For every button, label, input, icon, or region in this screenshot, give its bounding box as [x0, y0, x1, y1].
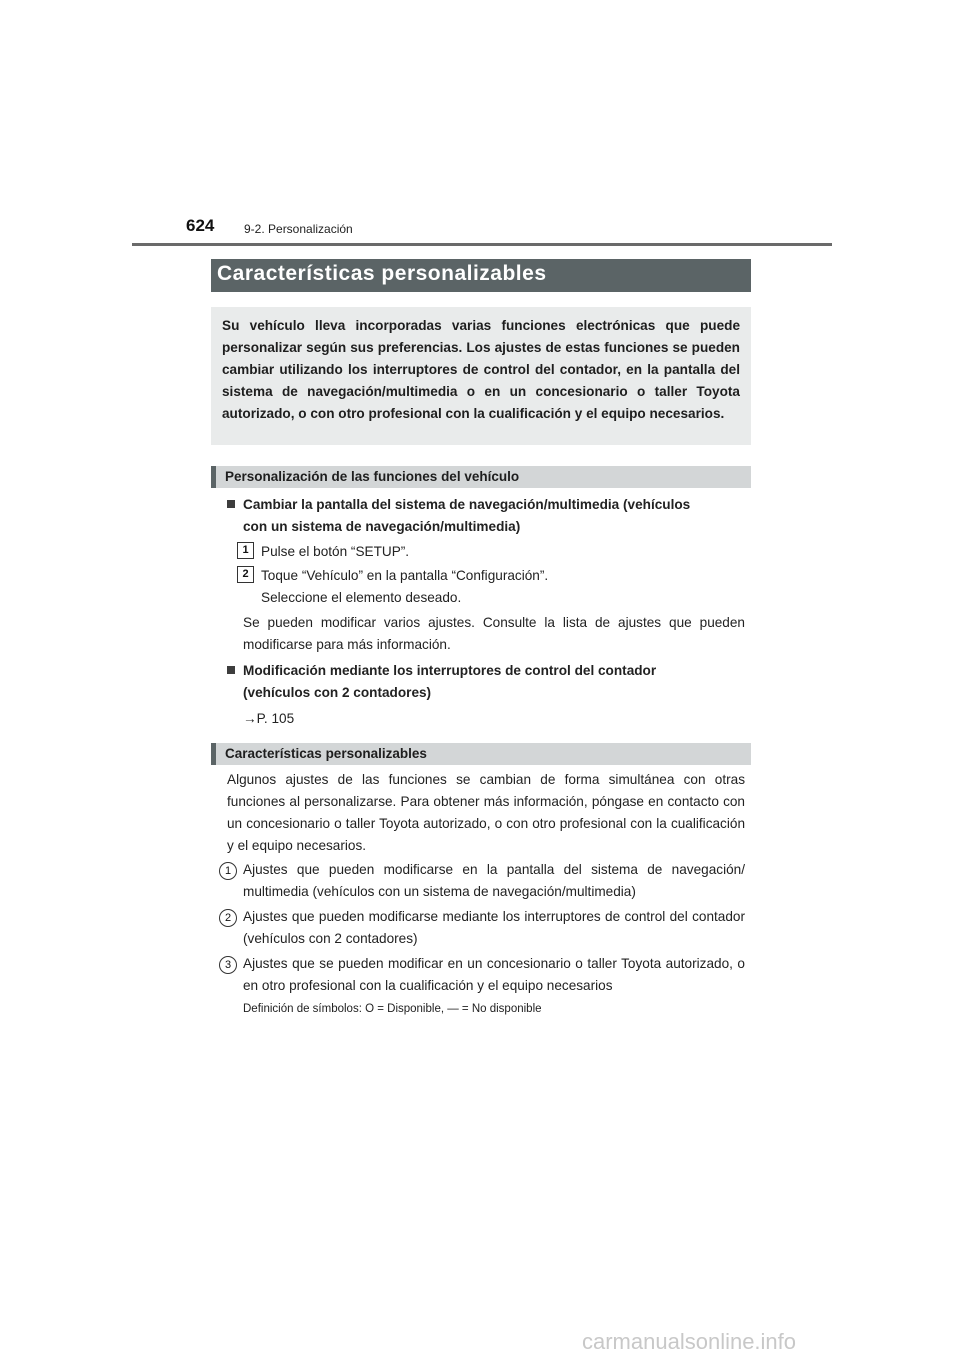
section-heading-label: Características personalizables	[225, 746, 427, 761]
page-reference: →P. 105	[243, 711, 295, 726]
header-divider	[132, 243, 832, 246]
title-bar	[211, 259, 751, 292]
item-heading-line: (vehículos con 2 contadores)	[243, 685, 432, 700]
section-header: 9-2. Personalización	[244, 222, 353, 236]
item-heading-line: Cambiar la pantalla del sistema de navegación/multimedia (vehículos	[243, 497, 691, 512]
step-text: Pulse el botón “SETUP”.	[261, 544, 410, 559]
circled-number: 1	[219, 862, 237, 880]
page-title: Características personalizables	[217, 262, 547, 285]
square-bullet-icon	[227, 500, 235, 508]
section-heading-personalization	[211, 466, 751, 488]
circled-number: 2	[219, 909, 237, 927]
watermark: carmanualsonline.info	[582, 1329, 797, 1354]
item-heading-line: con un sistema de navegación/multimedia)	[243, 519, 521, 534]
item-heading-line: Modificación mediante los interruptores de control del contador	[243, 663, 657, 678]
circled-number: 3	[219, 956, 237, 974]
heading-accent	[211, 466, 216, 488]
page-number: 624	[186, 216, 215, 235]
list-item-text: Ajustes que se pueden modificar en un concesionario o taller Toyota autorizado, o en otro profesional con la cualificación y el equipo necesarios	[243, 956, 745, 993]
step-number-box: 2	[237, 566, 254, 583]
intro-text: Su vehículo lleva incorporadas varias funciones electrónicas que puede personalizar según sus preferencias. Los ajustes de estas funciones se pueden cambiar utilizando los interruptores de control del contador, en la pantalla del sistema de navegación/multimedia o en un concesionario o taller Toyota autorizado, o con otro profesional con la cualificación y el equipo necesarios.	[222, 318, 740, 421]
section-paragraph: Algunos ajustes de las funciones se cambian de forma simultánea con otras funciones al personalizarse. Para obtener más información, póngase en contacto con un concesionario o taller Toyota autorizado, o con otro profesional con la cualificación y el equipo necesarios.	[227, 772, 745, 853]
symbol-legend: Definición de símbolos: O = Disponible, — = No disponible	[243, 1003, 542, 1015]
step-text: Toque “Vehículo” en la pantalla “Configuración”.	[261, 568, 549, 583]
item-note: Se pueden modificar varios ajustes. Consulte la lista de ajustes que pueden modificarse para más información.	[243, 615, 745, 652]
list-item-text: Ajustes que pueden modificarse mediante los interruptores de control del contador (vehículos con 2 contadores)	[243, 909, 745, 946]
square-bullet-icon	[227, 666, 235, 674]
section-heading-label: Personalización de las funciones del vehículo	[225, 469, 520, 484]
section-heading-features	[211, 743, 751, 765]
list-item-text: Ajustes que pueden modificarse en la pantalla del sistema de navegación/ multimedia (vehículos con un sistema de navegación/multimedia)	[243, 862, 745, 899]
step-number-box: 1	[237, 542, 254, 559]
step-text: Seleccione el elemento deseado.	[261, 590, 462, 605]
heading-accent	[211, 743, 216, 765]
intro-box	[211, 307, 751, 445]
